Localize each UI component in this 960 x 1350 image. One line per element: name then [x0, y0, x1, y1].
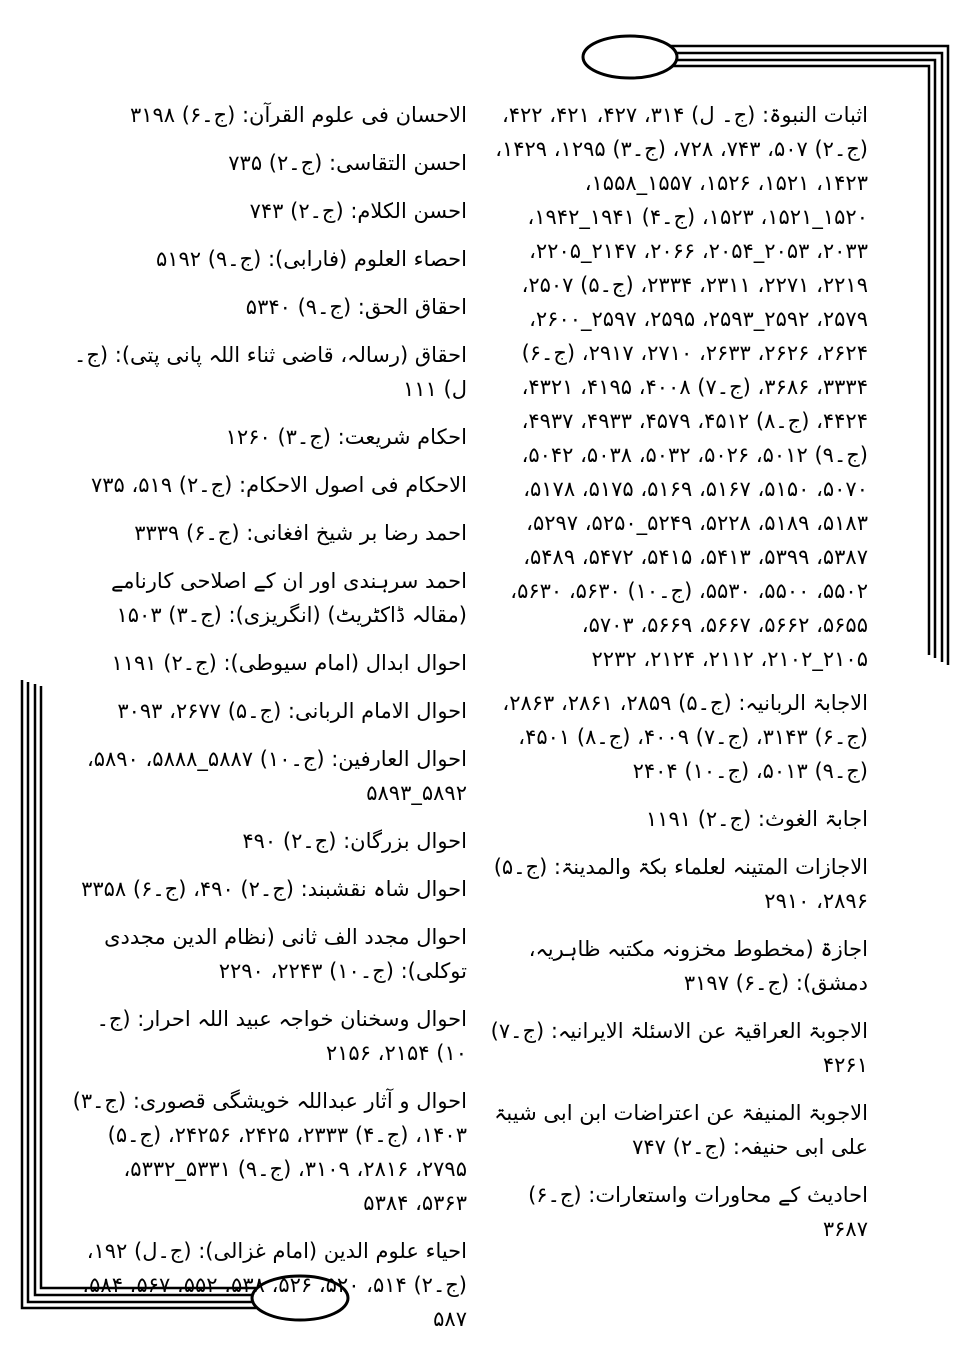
entry-al-ijabah-ar-rabbaniyah: الاجابۃ الربانیہ: (ج۔۵) ۲۸۵۹، ۲۸۶۱، ۲۸۶۳، (ج۔۶) ۳۱۴۳، (ج۔۷) ۴۰۰۹، (ج۔۸) ۴۵۰۱، (ج۔۹) ۵۰۱۳، (ج۔۱۰) ۲۴۰۴: [502, 691, 868, 783]
entry-ahwal-e-mujaddid-alf-sani: احوال مجدد الف ثانی (نظام الدین مجددی توکلی): (ج۔۱۰) ۲۲۴۳، ۲۲۹۰: [104, 925, 467, 983]
entry-ihya-ulum-id-din: احیاء علوم الدین (امام غزالی): (ج۔ل) ۱۹۲، (ج۔۲) ۵۱۴، ۵۲۰، ۵۲۶، ۵۳۸، ۵۵۲، ۵۶۷، ۵۸۴، ۵۸۷: [82, 1239, 467, 1331]
entry-ahmad-raza-bar-shaikh-afghani: احمد رضا بر شیخ افغانی: (ج۔۶) ۳۳۳۹: [134, 521, 467, 545]
entry-ijazah-makhtut: اجازۃ (مخطوط مخزونہ مکتبہ ظاہریہ، دمشق): (ج۔۶) ۳۱۹۷: [528, 937, 868, 995]
entry-ahwal-o-asar-abdullah-khweshgi: احوال و آثار عبداللہ خویشگی قصوری: (ج۔۳) ۱۴۰۳، (ج۔۴) ۲۳۳۳، ۲۴۲۵، ۲۴۲۵۶، (ج۔۵) ۲۷۹۵، ۲۸۱۶، ۳۱۰۹، (ج۔۹) ۵۳۳۱_۵۳۳۲، ۵۳۶۳، ۵۳۸۴: [72, 1089, 467, 1215]
entry-ahwal-e-shah-naqshband: احوال شاہ نقشبند: (ج۔۲) ۴۹۰، (ج۔۶) ۳۳۵۸: [81, 877, 467, 901]
entry-ahkam-e-shariat: احکام شریعت: (ج۔۳) ۱۲۶۰: [225, 425, 467, 449]
entry-ahwal-ul-imam-ir-rabbani: احوال الامام الربانی: (ج۔۵) ۲۶۷۷، ۳۰۹۳: [117, 699, 467, 723]
entry-al-ajwibah-al-munifah: الاجوبۃ المنیفۃ عن اعتراضات ابن ابی شیبۃ علی ابی حنیفہ: (ج۔۲) ۷۴۷: [494, 1101, 868, 1159]
entry-ahadith-ke-muhawarat: احادیث کے محاورات واستعارات: (ج۔۶) ۳۶۸۷: [528, 1183, 868, 1241]
entry-ihqaq-ul-haq: احقاق الحق: (ج۔۹) ۵۳۴۰: [245, 295, 467, 319]
entry-ahsan-ut-taqasi: احسن التقاسی: (ج۔۲) ۷۳۵: [228, 151, 467, 175]
entry-ihqaq-risalah: احقاق (رسالہ، قاضی ثناء اللہ پانی پتی): (ج۔ل) ۱۱۱: [74, 343, 467, 401]
top-ornament-oval: [583, 36, 677, 78]
entry-al-ajwibah-al-iraqiyah: الاجوبۃ العراقیۃ عن الاسئلۃ الایرانیہ: (ج۔۷) ۴۲۶۱: [490, 1019, 868, 1077]
entry-ahwal-ul-arifin: احوال العارفین: (ج۔۱۰) ۵۸۸۷_۵۸۸۸، ۵۸۹۰، ۵۸۹۲_۵۸۹۳: [86, 747, 467, 805]
entry-ahsan-ul-kalam: احسن الکلام: (ج۔۲) ۷۴۳: [249, 199, 467, 223]
entry-isbat-ul-nubuwwah: اثبات النبوۃ: (ج۔ ل) ۳۱۴، ۴۲۷، ۴۲۱، ۴۲۲، (ج۔۲) ۵۰۷، ۷۴۳، ۷۲۸، (ج۔۳) ۱۲۹۵، ۱۴۲۹، ۱۴۲۳، ۱۵۲۱، ۱۵۲۶، ۱۵۵۷_۱۵۵۸، ۱۵۲۰_۱۵۲۱، ۱۵۲۳، (ج۔۴) ۱۹۴۱_۱۹۴۲، ۲۰۳۳، ۲۰۵۳_۲۰۵۴، ۲۰۶۶، ۲۱۴۷_۲۲۰۵، ۲۲۱۹، ۲۲۷۱، ۲۳۱۱، ۲۳۳۴، (ج۔۵) ۲۵۰۷، ۲۵۷۹، ۲۵۹۲_۲۵۹۳، ۲۵۹۵، ۲۵۹۷_۲۶۰۰، ۲۶۲۴، ۲۶۲۶، ۲۶۳۳، ۲۷۱۰، ۲۹۱۷، (ج۔۶) ۳۳۳۴، ۳۶۸۶، (ج۔۷) ۴۰۰۸، ۴۱۹۵، ۴۳۲۱، ۴۴۲۴، (ج۔۸) ۴۵۱۲، ۴۵۷۹، ۴۹۳۳، ۴۹۳۷، (ج۔۹) ۵۰۱۲، ۵۰۲۶، ۵۰۳۲، ۵۰۳۸، ۵۰۴۲، ۵۰۷۰، ۵۱۵۰، ۵۱۶۷، ۵۱۶۹، ۵۱۷۵، ۵۱۷۸، ۵۱۸۳، ۵۱۸۹، ۵۲۲۸، ۵۲۴۹_۵۲۵۰، ۵۲۹۷، ۵۳۸۷، ۵۳۹۹، ۵۴۱۳، ۵۴۱۵، ۵۴۷۲، ۵۴۸۹، ۵۵۰۲، ۵۵۰۰، ۵۵۳۰، (ج۔۱۰) ۵۶۳۰، ۵۶۳۰، ۵۶۵۵، ۵۶۶۲، ۵۶۶۷، ۵۶۶۹، ۵۷۰۳، ۲۱۰۵_۲۱۰۲، ۲۱۱۲، ۲۱۲۴، ۲۲۳۲: [495, 103, 868, 671]
entry-ahmad-sirhindi-karname: احمد سرہندی اور ان کے اصلاحی کارنامے (مقالہ ڈاکٹریٹ) (انگریزی): (ج۔۳) ۱۵۰۳: [110, 569, 467, 627]
entry-al-ahkam-fi-usul-il-ahkam: الاحکام فی اصول الاحکام: (ج۔۲) ۵۱۹، ۷۳۵: [90, 473, 467, 497]
entry-al-ihsan-fi-ulum-il-quran: الاحسان فی علوم القرآن: (ج۔۶) ۳۱۹۸: [129, 103, 467, 127]
entry-ahwal-e-buzurgan: احوال بزرگان: (ج۔۲) ۴۹۰: [242, 829, 467, 853]
entry-ahwal-o-sukhanan: احوال وسخنان خواجہ عبید اللہ احرار: (ج۔۱۰) ۲۱۵۴، ۲۱۵۶: [96, 1007, 467, 1065]
entry-ahwal-e-abdal: احوال ابدال (امام سیوطی): (ج۔۲) ۱۱۹۱: [111, 651, 467, 675]
entry-al-ijazat-al-matinah: الاجازات المتینہ لعلماء بکۃ والمدینۃ: (ج۔۵) ۲۸۹۶، ۲۹۱۰: [493, 855, 868, 913]
right-column: [490, 98, 868, 1260]
entry-ihsa-ul-ulum: احصاء العلوم (فارابی): (ج۔۹) ۵۱۹۲: [155, 247, 467, 271]
left-column: [72, 98, 467, 1350]
entry-ijabat-ul-ghaus: اجابۃ الغوث: (ج۔۲) ۱۱۹۱: [645, 807, 868, 831]
